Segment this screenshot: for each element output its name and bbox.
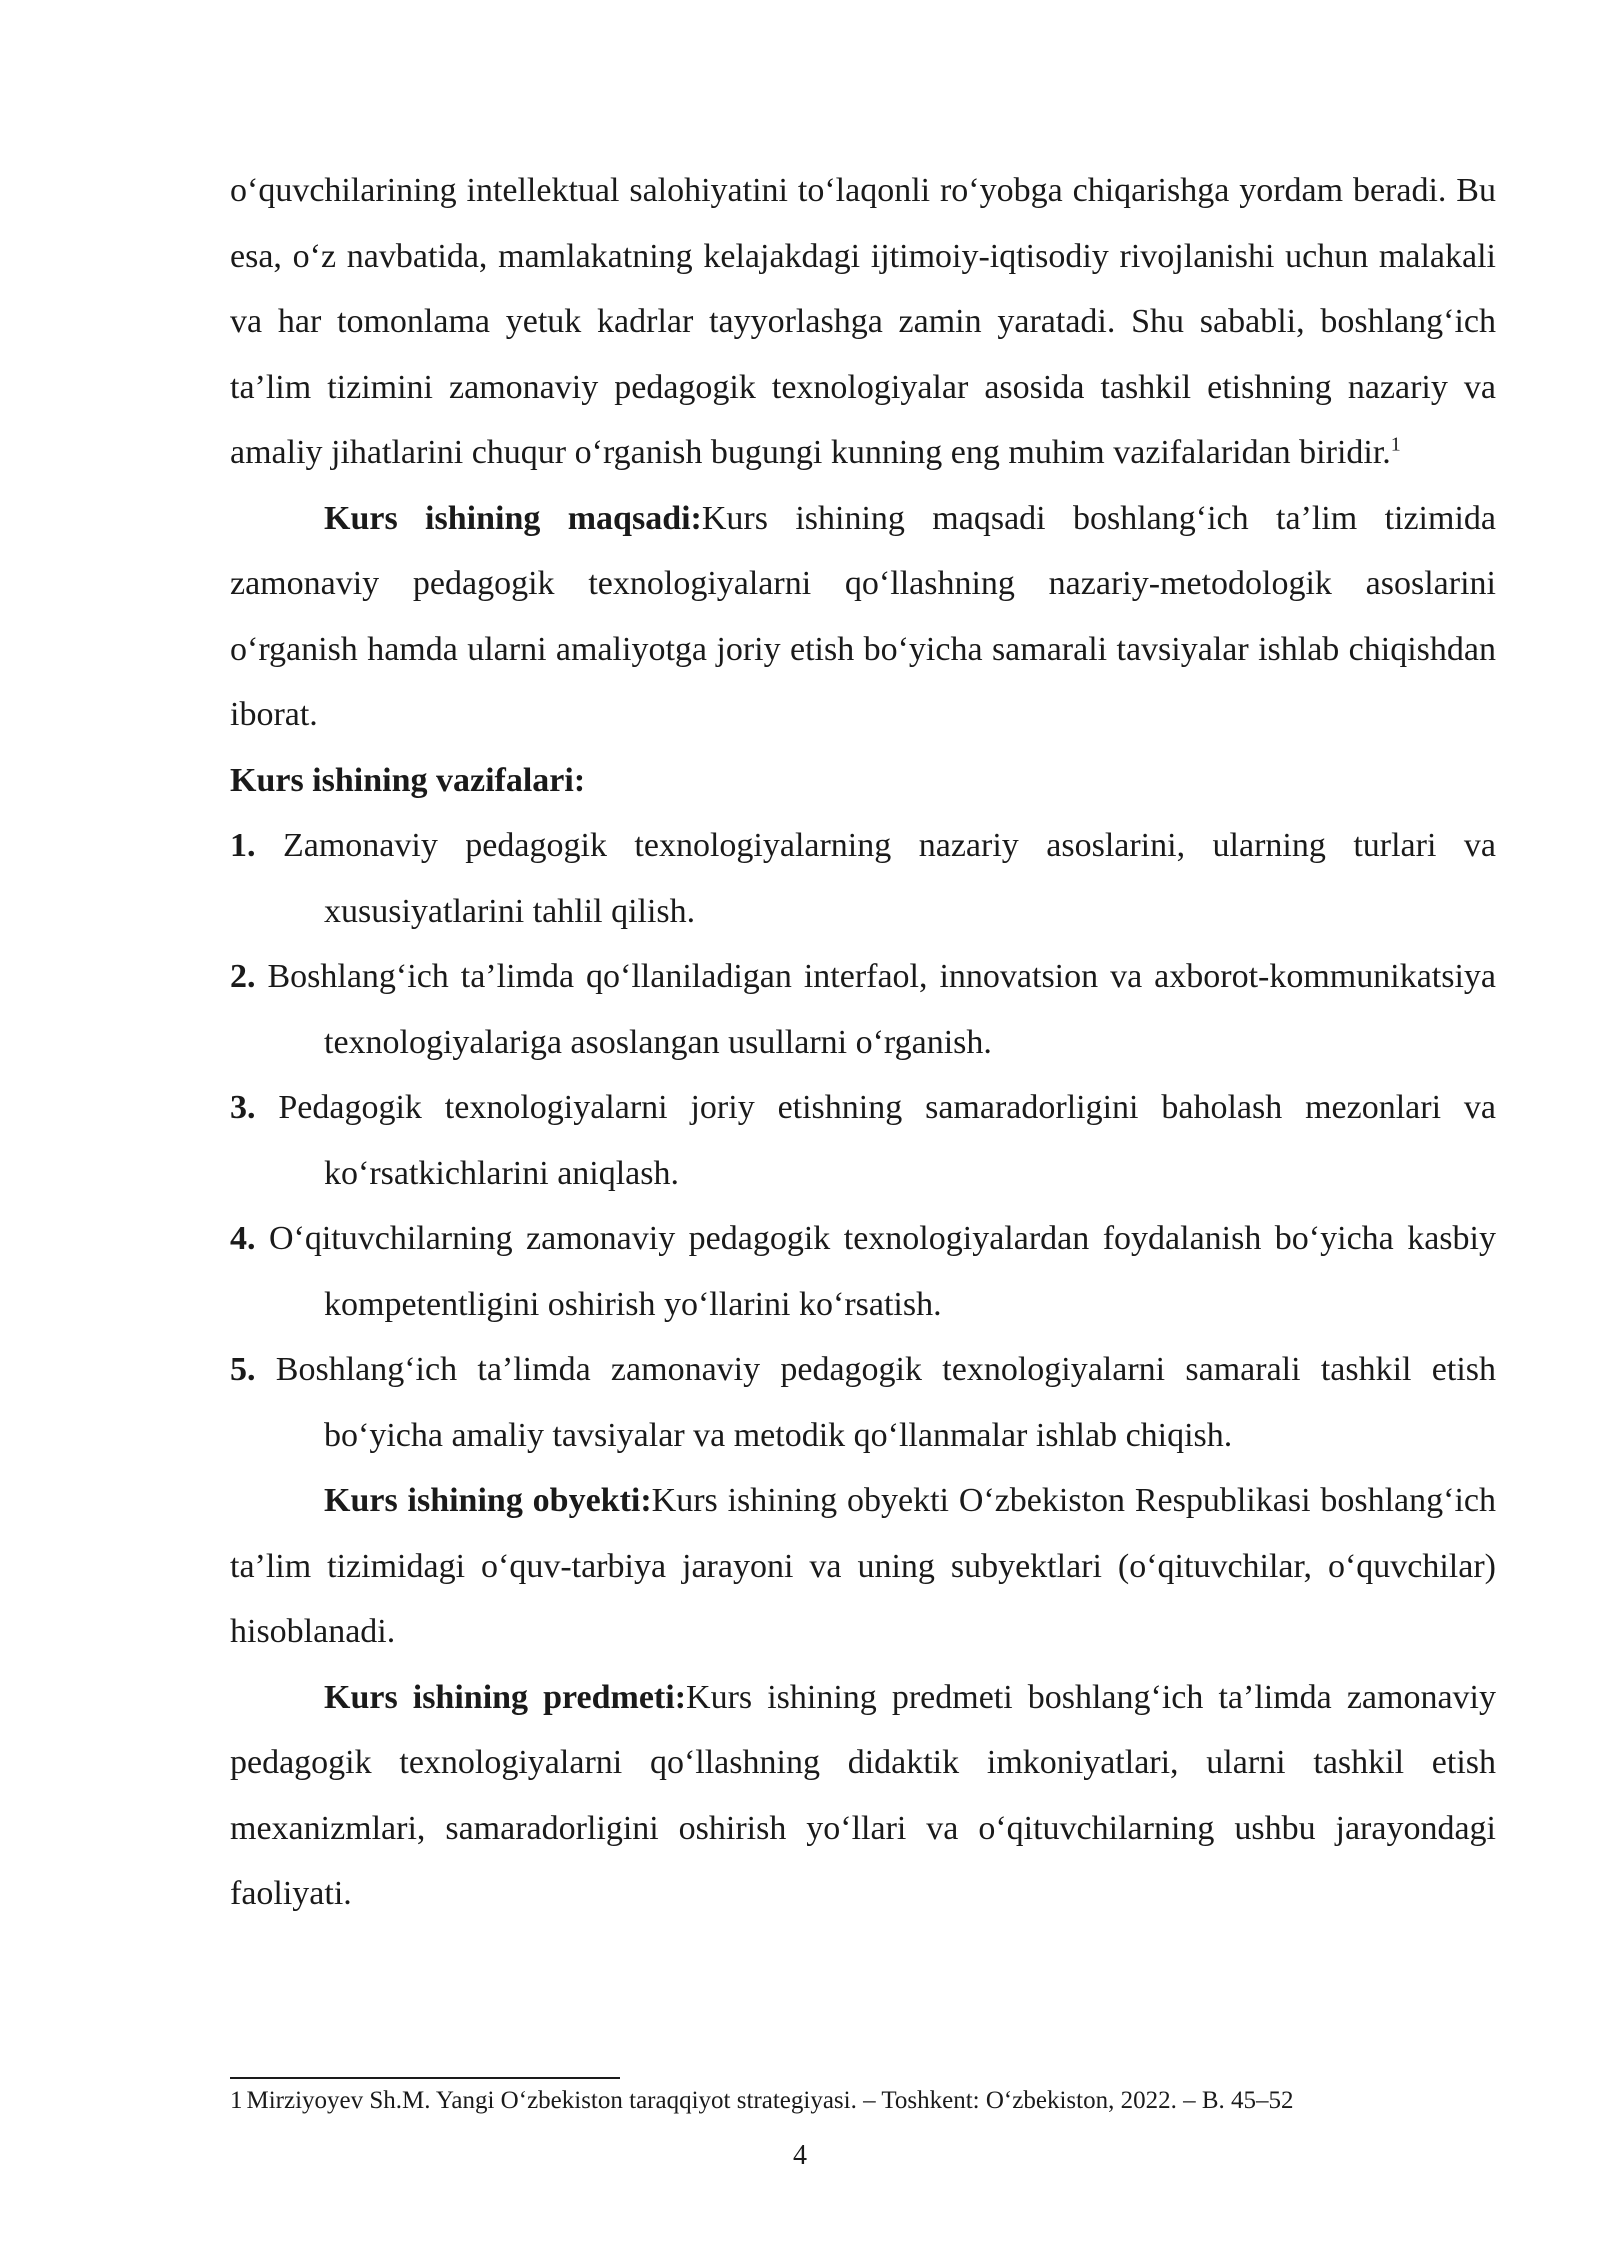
task-item (230, 1206, 1496, 1337)
subject-label: Kurs ishining predmeti: (324, 1678, 687, 1716)
goal-label: Kurs ishining maqsadi: (324, 499, 702, 537)
main-text (230, 158, 1496, 1927)
task-text: Pedagogik texnologiyalarni joriy etishning samaradorligini baholash mezonlari va ko‘rsatkichlarini aniqlash. (278, 1089, 1496, 1192)
footnote-text: Mirziyoyev Sh.M. Yangi O‘zbekiston taraqqiyot strategiyasi. – Toshkent: O‘zbekiston, 2022. – B. 45–52 (246, 2087, 1294, 2114)
footnote-reference[interactable]: 1 (1390, 433, 1401, 456)
footnote-divider (230, 2077, 620, 2079)
task-number: 5. (230, 1351, 256, 1388)
task-number: 3. (230, 1089, 256, 1126)
task-text: O‘qituvchilarning zamonaviy pedagogik texnologiyalardan foydalanish bo‘yicha kasbiy kompetentligini oshirish yo‘llarini ko‘rsatish. (268, 1220, 1496, 1323)
subject-text: Kurs ishining predmeti boshlang‘ich ta’limda zamonaviy pedagogik texnologiyalarni qo‘llashning didaktik imkoniyatlari, ularni tashkil etish mexanizmlari, samaradorligini oshirish yo‘llari va o‘qituvchilarning ushbu jarayondagi faoliyati. (230, 1678, 1496, 1912)
object-label: Kurs ishining obyekti: (324, 1482, 652, 1519)
object-paragraph (230, 1468, 1496, 1665)
subject-paragraph (230, 1665, 1496, 1927)
task-text: Zamonaviy pedagogik texnologiyalarning nazariy asoslarini, ularning turlari va xususiyatlarini tahlil qilish. (282, 827, 1496, 930)
task-item (230, 813, 1496, 944)
task-number: 4. (230, 1220, 256, 1257)
intro-text: o‘quvchilarining intellektual salohiyatini to‘laqonli ro‘yobga chiqarishga yordam beradi. Bu esa, o‘z navbatida, mamlakatning kelajakdagi ijtimoiy-iqtisodiy rivojlanishi uchun malakali va har tomonlama yetuk kadrlar tayyorlashga zamin yaratadi. Shu sababli, boshlang‘ich ta’lim tizimini zamonaviy pedagogik texnologiyalar asosida tashkil etishning nazariy va amaliy jihatlarini chuqur o‘rganish bugungi kunning eng muhim vazifalaridan biridir. (230, 172, 1496, 471)
task-item (230, 944, 1496, 1075)
task-text: Boshlang‘ich ta’limda qo‘llaniladigan interfaol, innovatsion va axborot-kommunikatsiya texnologiyalariga asoslangan usullarni o‘rganish. (267, 958, 1497, 1061)
footnote (230, 2083, 1530, 2119)
footnote-number: 1 (230, 2087, 243, 2114)
task-item (230, 1337, 1496, 1468)
goal-text: Kurs ishining maqsadi boshlang‘ich ta’lim tizimida zamonaviy pedagogik texnologiyalarni qo‘llashning nazariy-metodologik asoslarini o‘rganish hamda ularni amaliyotga joriy etish bo‘yicha samarali tavsiyalar ishlab chiqishdan iborat. (230, 499, 1496, 733)
tasks-heading: Kurs ishining vazifalari: (230, 761, 586, 799)
page-number: 4 (793, 2140, 807, 2171)
goal-paragraph (230, 486, 1496, 748)
task-number: 1. (230, 827, 256, 864)
task-text: Boshlang‘ich ta’limda zamonaviy pedagogik texnologiyalarni samarali tashkil etish bo‘yicha amaliy tavsiyalar va metodik qo‘llanmalar ishlab chiqish. (275, 1351, 1496, 1454)
task-number: 2. (230, 958, 256, 995)
object-text: Kurs ishining obyekti O‘zbekiston Respublikasi boshlang‘ich ta’lim tizimidagi o‘quv-tarbiya jarayoni va uning subyektlari (o‘qituvchilar, o‘quvchilar) hisoblanadi. (230, 1482, 1496, 1650)
intro-paragraph (230, 158, 1496, 486)
task-item (230, 1075, 1496, 1206)
